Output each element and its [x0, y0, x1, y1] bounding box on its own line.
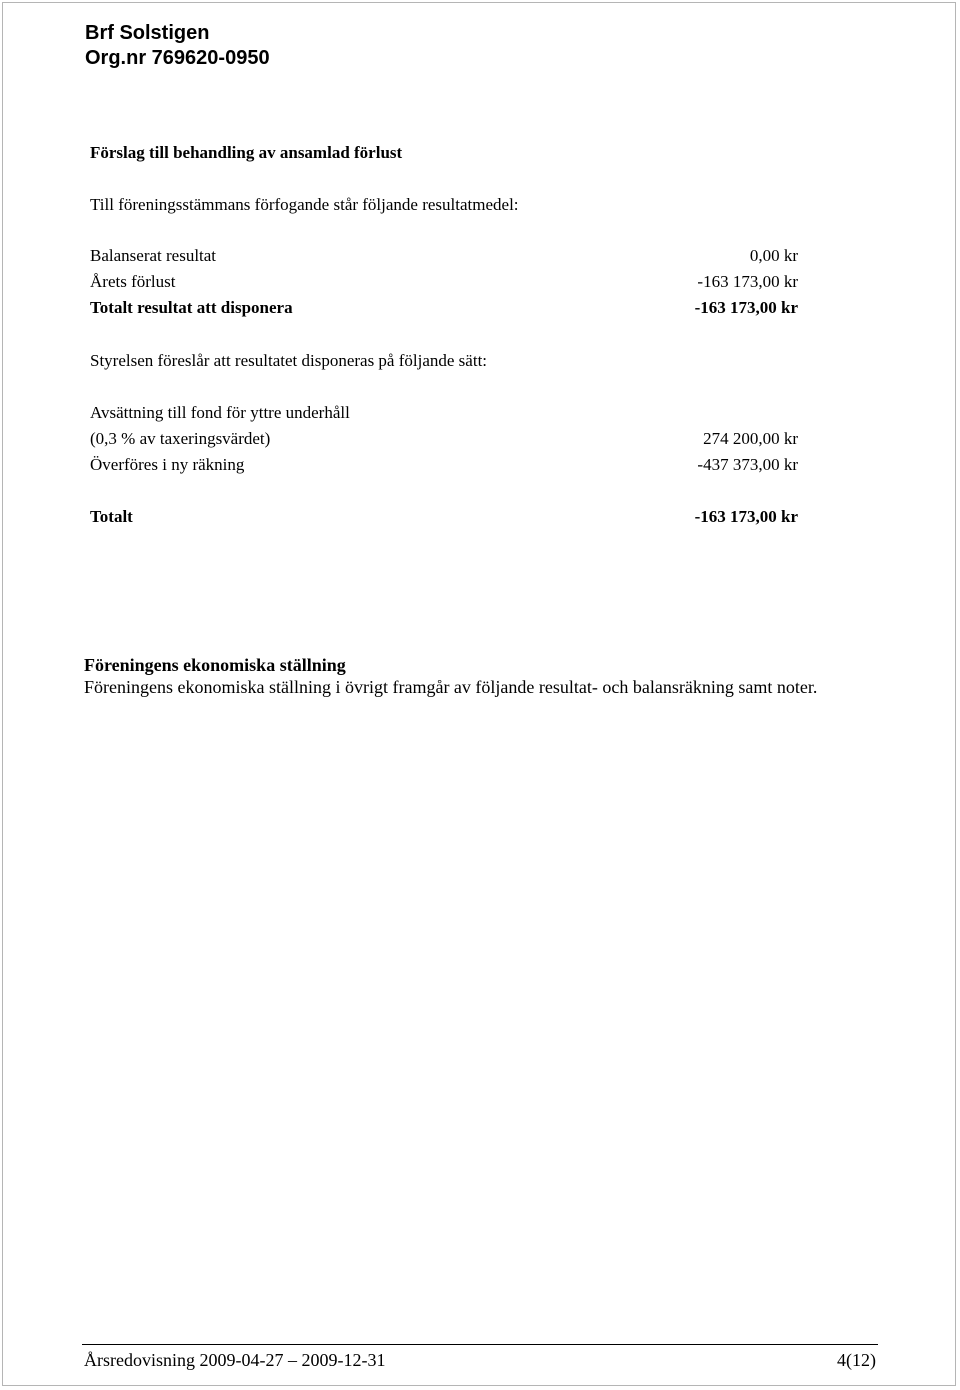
row-amount-arets-forlust: -163 173,00 kr — [697, 272, 798, 291]
row-label-arets-forlust: Årets förlust — [90, 272, 176, 291]
disposition-fund-note: (0,3 % av taxeringsvärdet) — [90, 429, 271, 448]
intro-text: Till föreningsstämmans förfogande står följande resultatmedel: — [90, 195, 519, 214]
organization-number: Org.nr 769620-0950 — [85, 47, 270, 69]
footer-divider — [82, 1344, 878, 1345]
organization-name: Brf Solstigen — [85, 22, 210, 44]
footer-report-period: Årsredovisning 2009-04-27 – 2009-12-31 — [84, 1350, 386, 1370]
disposition-fund-amount: 274 200,00 kr — [703, 429, 798, 448]
board-proposal-text: Styrelsen föreslår att resultatet disponeras på följande sätt: — [90, 351, 488, 370]
row-label-balanserat: Balanserat resultat — [90, 246, 217, 265]
row-label-totalt-att-disponera: Totalt resultat att disponera — [90, 298, 293, 317]
section-title-loss-proposal: Förslag till behandling av ansamlad förlust — [90, 143, 403, 162]
disposition-fund-label: Avsättning till fond för yttre underhåll — [90, 403, 350, 422]
total-label: Totalt — [90, 507, 133, 526]
row-amount-balanserat: 0,00 kr — [749, 246, 798, 265]
footer-page-number: 4(12) — [837, 1350, 876, 1370]
total-amount: -163 173,00 kr — [694, 507, 798, 526]
disposition-carry-forward-label: Överföres i ny räkning — [90, 455, 245, 474]
row-amount-totalt-att-disponera: -163 173,00 kr — [694, 298, 798, 317]
financial-position-text: Föreningens ekonomiska ställning i övrigt framgår av följande resultat- och balansräkning samt noter. — [84, 677, 818, 697]
financial-position-heading: Föreningens ekonomiska ställning — [84, 655, 346, 675]
disposition-carry-forward-amount: -437 373,00 kr — [697, 455, 798, 474]
